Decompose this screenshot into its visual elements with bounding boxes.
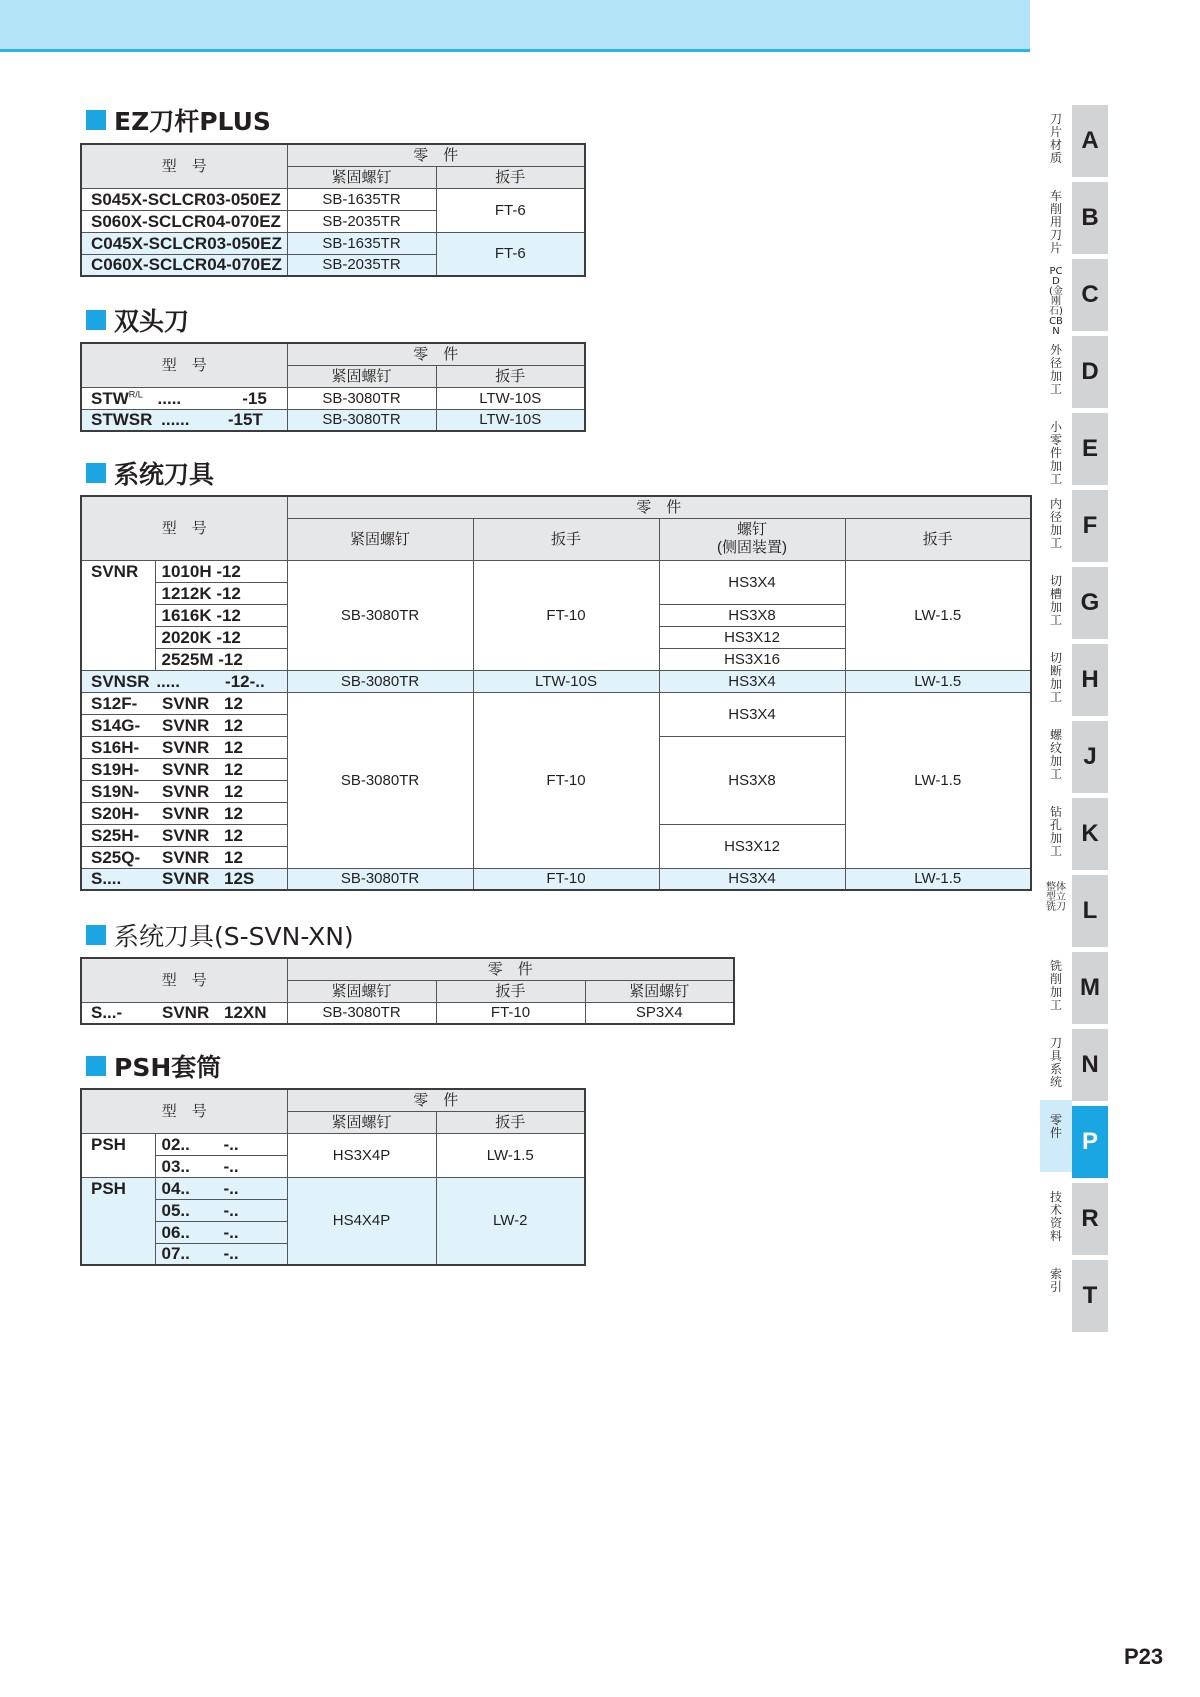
model-prefix-cell: SVNR (81, 560, 155, 670)
size: 03.. (161, 1156, 190, 1176)
table-ez (80, 143, 586, 277)
model-c: 12XN (224, 1003, 267, 1023)
model-c: 12 (224, 715, 243, 735)
header-model: 型 号 (81, 1089, 287, 1133)
table-row (81, 692, 1031, 714)
table-double (80, 342, 586, 432)
sidebar-tab-d[interactable]: D (1072, 336, 1108, 408)
sidebar-tab-r[interactable]: R (1072, 1183, 1108, 1255)
section-title-double (86, 303, 189, 337)
table-row (81, 188, 585, 210)
wrench-cell: LTW-10S (473, 670, 659, 692)
screw2-cell: SP3X4 (585, 1002, 734, 1024)
sidebar-tab-f[interactable]: F (1072, 490, 1108, 562)
section-marker-icon (86, 310, 106, 330)
wrench-cell: FT-10 (473, 868, 659, 890)
section-marker-icon (86, 463, 106, 483)
screw-cell: HS3X4P (287, 1133, 436, 1177)
section-title-system-xn (86, 918, 354, 952)
sidebar-tab-label: 切槽加工 (1049, 574, 1062, 627)
model-c: 12 (224, 847, 243, 867)
screw-cell: SB-2035TR (287, 254, 436, 276)
model-c: 12 (224, 803, 243, 823)
model-a: S19N- (91, 781, 140, 801)
section-marker-icon (86, 1056, 106, 1076)
model-size-cell: 2525M -12 (155, 648, 287, 670)
page-number: P23 (1124, 1644, 1164, 1669)
sidebar-tab-label: 刀片材质 (1049, 112, 1062, 165)
size: 02.. (161, 1134, 190, 1154)
model-size-cell (155, 1221, 287, 1243)
table-row (81, 1177, 585, 1199)
model-size-cell: 1212K -12 (155, 582, 287, 604)
section-title-ez (86, 103, 271, 137)
screw-cell: SB-3080TR (287, 409, 436, 431)
model-a: S...- (91, 1003, 123, 1023)
dash: -.. (223, 1134, 239, 1154)
screw-cell: SB-3080TR (287, 387, 436, 409)
model-prefix: SVNSR (91, 671, 150, 691)
model-size-cell (155, 1243, 287, 1265)
table-row (81, 387, 585, 409)
model-prefix-cell: PSH (81, 1133, 155, 1177)
model-size-cell (155, 1177, 287, 1199)
screw-cell: SB-2035TR (287, 210, 436, 232)
header-screw: 紧固螺钉 (287, 518, 473, 560)
dash: -.. (223, 1222, 239, 1242)
model-a: S25Q- (91, 847, 141, 867)
table-row (81, 868, 1031, 890)
model-a: S25H- (91, 825, 140, 845)
header-parts: 零 件 (287, 496, 1031, 518)
model-a: S16H- (91, 737, 140, 757)
model-c: 12 (224, 825, 243, 845)
side-screw-cell: HS3X4 (659, 560, 845, 604)
sidebar-tab-j[interactable]: J (1072, 721, 1108, 793)
sidebar-tab-label: 铣削加工 (1049, 959, 1062, 1012)
model-dots: ..... (157, 388, 182, 408)
model-suffix: -12-.. (225, 671, 265, 691)
wrench-cell: FT-6 (436, 188, 585, 232)
model-prefix-cell: PSH (81, 1177, 155, 1265)
sidebar-tab-b[interactable]: B (1072, 182, 1108, 254)
wrench-cell: LTW-10S (436, 409, 585, 431)
model-cell (81, 758, 287, 780)
model-a: S.... (91, 869, 122, 889)
section-marker-icon (86, 110, 106, 130)
section-title-text: 双头刀 (114, 307, 190, 336)
model-c: 12 (224, 693, 243, 713)
header-screw: 紧固螺钉 (287, 166, 436, 188)
section-title-text: PSH套筒 (114, 1053, 222, 1082)
model-b: SVNR (162, 869, 210, 889)
model-sup: R/L (128, 388, 143, 399)
side-wrench-cell: LW-1.5 (845, 560, 1031, 670)
side-wrench-cell: LW-1.5 (845, 692, 1031, 868)
screw-cell: SB-3080TR (287, 868, 473, 890)
header-screw: 紧固螺钉 (287, 365, 436, 387)
side-screw-cell: HS3X16 (659, 648, 845, 670)
model-b: SVNR (162, 759, 210, 779)
model-size-cell: 2020K -12 (155, 626, 287, 648)
screw-cell: SB-3080TR (287, 560, 473, 670)
sidebar-tab-l[interactable]: L (1072, 875, 1108, 947)
sidebar-tab-label: 钻孔加工 (1049, 805, 1062, 858)
header-model: 型 号 (81, 496, 287, 560)
size: 05.. (161, 1200, 190, 1220)
model-c: 12 (224, 781, 243, 801)
model-cell (81, 736, 287, 758)
section-marker-icon (86, 925, 106, 945)
sidebar-tab-t[interactable]: T (1072, 1260, 1108, 1332)
header-model: 型 号 (81, 958, 287, 1002)
model-size-cell: 1616K -12 (155, 604, 287, 626)
header-banner (0, 0, 1030, 52)
sidebar-tab-label: 外径加工 (1049, 343, 1062, 396)
sidebar-tab-label: 零件 (1049, 1113, 1062, 1140)
model-a: S12F- (91, 693, 138, 713)
model-cell (81, 387, 287, 409)
model-cell: C045X-SCLCR03-050EZ (81, 232, 287, 254)
model-dots: ...... (161, 410, 190, 430)
model-cell (81, 714, 287, 736)
sidebar-tab-h[interactable]: H (1072, 644, 1108, 716)
model-size-cell (155, 1133, 287, 1155)
dash: -.. (223, 1244, 239, 1264)
model-c: 12 (224, 737, 243, 757)
model-cell (81, 409, 287, 431)
dash: -.. (223, 1200, 239, 1220)
model-a: S19H- (91, 759, 140, 779)
sidebar-tab-label: 切断加工 (1049, 651, 1062, 704)
dash: -.. (223, 1156, 239, 1176)
wrench-cell: LTW-10S (436, 387, 585, 409)
model-a: S14G- (91, 715, 141, 735)
model-b: SVNR (162, 737, 210, 757)
screw-cell: SB-3080TR (287, 1002, 436, 1024)
section-title-text: 系统刀具 (114, 460, 215, 489)
side-screw-cell: HS3X4 (659, 868, 845, 890)
sidebar-tab-label: 螺纹加工 (1049, 728, 1062, 781)
model-b: SVNR (162, 781, 210, 801)
model-cell (81, 670, 287, 692)
model-size-cell (155, 1199, 287, 1221)
model-cell: S060X-SCLCR04-070EZ (81, 210, 287, 232)
model-prefix: STWSR (91, 410, 153, 430)
sidebar-tab-k[interactable]: K (1072, 798, 1108, 870)
header-parts: 零 件 (287, 343, 585, 365)
header-parts: 零 件 (287, 958, 734, 980)
dash: -.. (223, 1178, 239, 1198)
model-cell (81, 1002, 287, 1024)
wrench-cell: LW-2 (436, 1177, 585, 1265)
model-suffix: -15 (242, 388, 267, 408)
screw-cell: SB-3080TR (287, 670, 473, 692)
side-screw-cell: HS3X8 (659, 604, 845, 626)
side-screw-cell: HS3X12 (659, 626, 845, 648)
section-title-text: EZ刀杆PLUS (114, 107, 271, 136)
sidebar-tab-label: 索引 (1049, 1267, 1062, 1294)
section-title-system (86, 456, 214, 490)
sidebar-tab-label: PCD(金刚石)CBN (1049, 266, 1063, 337)
model-cell (81, 802, 287, 824)
header-side-screw-line2: (侧固装置) (717, 539, 788, 556)
header-model: 型 号 (81, 343, 287, 387)
model-cell: C060X-SCLCR04-070EZ (81, 254, 287, 276)
wrench-cell: FT-6 (436, 232, 585, 276)
model-size-cell: 1010H -12 (155, 560, 287, 582)
header-wrench: 扳手 (473, 518, 659, 560)
model-b: SVNR (162, 1003, 210, 1023)
sidebar-tab-label: 内径加工 (1049, 497, 1062, 550)
size: 07.. (161, 1244, 190, 1264)
sidebar-tab-n[interactable]: N (1072, 1029, 1108, 1101)
sidebar-tab-a[interactable]: A (1072, 105, 1108, 177)
header-side-screw (659, 518, 845, 560)
table-row (81, 560, 1031, 582)
side-wrench-cell: LW-1.5 (845, 868, 1031, 890)
model-dots: ..... (156, 671, 180, 691)
side-screw-cell: HS3X4 (659, 670, 845, 692)
table-system (80, 495, 1032, 891)
wrench-cell: FT-10 (436, 1002, 585, 1024)
table-psh (80, 1088, 586, 1266)
model-c: 12 (224, 759, 243, 779)
side-wrench-cell: LW-1.5 (845, 670, 1031, 692)
table-system-xn (80, 957, 735, 1025)
model-cell: S045X-SCLCR03-050EZ (81, 188, 287, 210)
sidebar-tab-e[interactable]: E (1072, 413, 1108, 485)
wrench-cell: LW-1.5 (436, 1133, 585, 1177)
header-wrench: 扳手 (436, 166, 585, 188)
side-screw-cell: HS3X4 (659, 692, 845, 736)
header-screw: 紧固螺钉 (287, 1111, 436, 1133)
header-side-screw-line1: 螺钉 (737, 521, 768, 538)
header-wrench: 扳手 (436, 365, 585, 387)
sidebar-tab-p[interactable]: P (1072, 1106, 1108, 1178)
header-wrench: 扳手 (436, 980, 585, 1002)
sidebar-tab-label: 整体型立铣刀 (1046, 882, 1066, 913)
model-cell (81, 846, 287, 868)
screw-cell: SB-3080TR (287, 692, 473, 868)
model-b: SVNR (162, 693, 210, 713)
sidebar-tab-label: 技术资料 (1049, 1190, 1062, 1243)
model-b: SVNR (162, 715, 210, 735)
header-wrench: 扳手 (436, 1111, 585, 1133)
size: 04.. (161, 1178, 190, 1198)
table-row (81, 1002, 734, 1024)
header-parts: 零 件 (287, 1089, 585, 1111)
model-a: S20H- (91, 803, 140, 823)
table-row (81, 409, 585, 431)
model-prefix: STW (91, 388, 129, 408)
section-title-text: 系统刀具(S-SVN-XN) (114, 922, 354, 951)
header-screw-2: 紧固螺钉 (585, 980, 734, 1002)
header-screw: 紧固螺钉 (287, 980, 436, 1002)
screw-cell: SB-1635TR (287, 232, 436, 254)
screw-cell: HS4X4P (287, 1177, 436, 1265)
sidebar-tab-label: 刀具系统 (1049, 1036, 1062, 1089)
model-cell (81, 868, 287, 890)
size: 06.. (161, 1222, 190, 1242)
header-parts: 零 件 (287, 144, 585, 166)
wrench-cell: FT-10 (473, 692, 659, 868)
table-row (81, 1133, 585, 1155)
model-b: SVNR (162, 825, 210, 845)
header-model: 型 号 (81, 144, 287, 188)
model-suffix: -15T (227, 410, 263, 430)
model-b: SVNR (162, 803, 210, 823)
sidebar-tab-c[interactable]: C (1072, 259, 1108, 331)
model-cell (81, 824, 287, 846)
model-cell (81, 780, 287, 802)
model-c: 12S (224, 869, 255, 889)
sidebar-tab-g[interactable]: G (1072, 567, 1108, 639)
section-title-psh (86, 1049, 221, 1083)
model-size-cell (155, 1155, 287, 1177)
sidebar-tab-label: 车削用刀片 (1049, 189, 1062, 255)
wrench-cell: FT-10 (473, 560, 659, 670)
model-cell (81, 692, 287, 714)
screw-cell: SB-1635TR (287, 188, 436, 210)
table-row (81, 670, 1031, 692)
model-b: SVNR (162, 847, 210, 867)
side-screw-cell: HS3X12 (659, 824, 845, 868)
sidebar-tab-label: 小零件加工 (1049, 420, 1062, 486)
sidebar-tab-m[interactable]: M (1072, 952, 1108, 1024)
side-screw-cell: HS3X8 (659, 736, 845, 824)
table-row (81, 232, 585, 254)
header-wrench-2: 扳手 (845, 518, 1031, 560)
